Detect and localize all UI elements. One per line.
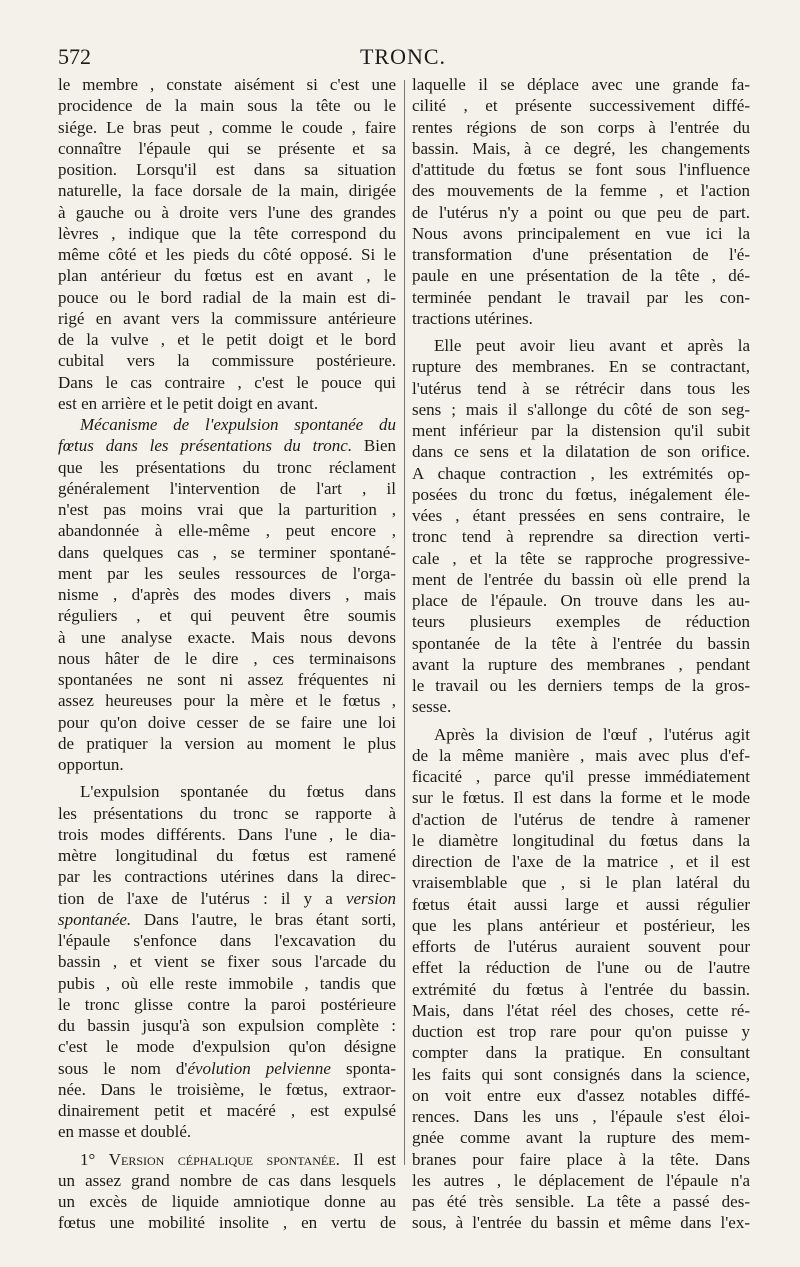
text-run: assez heureuses pour la mère et le fœtus ,	[58, 691, 396, 711]
text-line	[58, 202, 396, 223]
text-run: que les plans antérieur et postérieur, les	[412, 915, 750, 935]
text-line	[412, 1000, 750, 1021]
text-run: les faits qui sont consignés dans la science,	[412, 1064, 750, 1084]
text-run: les présentations du tronc se rapporte à	[58, 803, 396, 823]
text-run: spontanées ne sont ni assez fréquentes ni	[58, 670, 396, 689]
right-column	[412, 74, 750, 1234]
text-line	[58, 414, 396, 435]
text-run: d'action de l'utérus de tendre à ramener	[412, 809, 750, 829]
text-run: le tronc glisse contre la paroi postérieure	[58, 994, 396, 1014]
left-column	[58, 74, 396, 1234]
text-run: pouce ou le bord radial de la main est di-	[58, 287, 396, 307]
text-line	[412, 399, 750, 420]
text-run: généralement l'intervention de l'art , il	[58, 478, 396, 498]
text-run: sponta-	[330, 1058, 397, 1078]
text-line	[412, 526, 750, 547]
text-run: terminée pendant le travail par les con-	[412, 287, 750, 307]
text-line	[58, 244, 396, 265]
text-run: abandonnée à elle-même , peut encore ,	[58, 521, 396, 541]
text-run: ficacité , parce qu'il presse immédiatement	[412, 767, 750, 786]
text-run: ment inférieur par la distension qu'il subit	[412, 421, 750, 440]
text-run: Version céphalique spontanée.	[108, 1149, 340, 1169]
text-run: des mouvements de la femme , et l'action	[412, 181, 750, 201]
text-run: opportun.	[58, 755, 124, 774]
text-line	[412, 1021, 750, 1042]
text-run: Nous avons principalement en vue ici la	[412, 223, 750, 243]
text-line	[58, 1121, 396, 1142]
text-line	[58, 803, 396, 824]
text-line	[412, 265, 750, 286]
text-line	[58, 1191, 396, 1212]
text-run: Bien	[352, 436, 396, 456]
text-line	[58, 1100, 396, 1121]
text-line	[412, 1085, 750, 1106]
text-line	[412, 180, 750, 201]
text-line	[412, 335, 750, 356]
text-run: connaître l'épaule qui se présente et sa	[58, 138, 396, 158]
text-line	[58, 733, 396, 754]
text-line	[412, 1191, 750, 1212]
text-run: l'utérus tend à se rétrécir dans tous les	[412, 378, 750, 398]
text-run: réguliers , et qui peuvent être soumis	[58, 606, 396, 626]
text-line	[58, 1058, 396, 1079]
text-line	[58, 117, 396, 138]
text-line	[412, 633, 750, 654]
text-run: sur le fœtus. Il est dans la forme et le mode	[412, 788, 750, 808]
text-line	[412, 1042, 750, 1063]
text-line	[412, 356, 750, 377]
text-run: même côté et les pieds du côté opposé. Si le	[58, 245, 396, 264]
text-line	[58, 824, 396, 845]
text-run: ment de l'entrée du bassin où elle prend la	[412, 569, 750, 589]
text-line	[412, 766, 750, 787]
text-line	[412, 696, 750, 717]
text-run: naturelle, la face dorsale de la main, dirigée	[58, 181, 396, 201]
text-run: les autres , le déplacement de l'épaule n'a	[412, 1170, 750, 1190]
text-line	[412, 420, 750, 441]
text-run: cilité , et présente successivement diffé-	[412, 96, 750, 116]
text-run: teurs plusieurs exemples de réduction	[412, 612, 750, 632]
running-head: TRONC.	[359, 44, 447, 69]
text-line	[58, 888, 396, 909]
text-run: dans quelques cas , se terminer spontané-	[58, 542, 396, 562]
page-number: 572	[58, 44, 91, 69]
text-run: version	[332, 888, 396, 908]
text-run: c'est le mode d'expulsion qu'on désigne	[58, 1037, 396, 1057]
text-line	[58, 909, 396, 930]
text-line	[412, 1064, 750, 1085]
text-line	[58, 563, 396, 584]
text-line	[412, 505, 750, 526]
text-run: à gauche ou à droite vers l'une des grandes	[58, 202, 396, 222]
text-run: fœtus une mobilité insolite , en vertu de	[58, 1213, 396, 1233]
text-run: transformation d'une présentation de l'é-	[412, 245, 750, 264]
text-line	[412, 569, 750, 590]
text-line	[412, 724, 750, 745]
text-run: un assez grand nombre de cas dans lesquels	[58, 1170, 396, 1190]
text-run: l'épaule s'enfonce dans l'excavation du	[58, 931, 396, 950]
text-run: cale , et la tête se rapproche progressive-	[412, 548, 750, 568]
text-run: nisme , d'après des modes divers , mais	[58, 585, 396, 604]
text-line	[412, 95, 750, 116]
text-line	[58, 372, 396, 393]
text-run: de la vulve , et le petit doigt et le bord	[58, 330, 396, 349]
text-line	[58, 951, 396, 972]
text-line	[412, 159, 750, 180]
text-line	[412, 441, 750, 462]
text-line	[412, 548, 750, 569]
text-run: tion de l'axe de l'utérus : il y a	[58, 888, 333, 908]
text-run: un excès de liquide amniotique donne au	[58, 1192, 396, 1211]
text-line	[412, 675, 750, 696]
text-line	[58, 930, 396, 951]
text-line	[412, 590, 750, 611]
text-run: sous, à l'entrée du bassin et même dans l'ex-	[412, 1213, 750, 1233]
text-run: Il est	[339, 1149, 396, 1169]
text-run: rences. Dans les uns , l'épaule s'est éloi-	[412, 1107, 750, 1126]
text-line	[412, 138, 750, 159]
text-run: efforts de l'utérus auraient souvent pour	[412, 937, 750, 956]
text-run: pubis , où elle reste immobile , tandis que	[58, 973, 396, 993]
text-line	[58, 781, 396, 802]
text-run: à une analyse exacte. Mais nous devons	[58, 627, 396, 647]
text-run: d'attitude du fœtus se font sous l'influence	[412, 160, 750, 179]
text-run: trois modes différents. Dans l'une , le dia-	[58, 824, 396, 844]
text-line	[58, 712, 396, 733]
text-run: née. Dans le troisième, le fœtus, extraor-	[58, 1079, 396, 1099]
text-line	[58, 1079, 396, 1100]
text-run: branes pour faire place à la tête. Dans	[412, 1149, 750, 1169]
text-run: plan antérieur du fœtus est en avant , le	[58, 266, 396, 286]
text-line	[58, 866, 396, 887]
text-run: dans ce sens et la dilatation de son orifice.	[412, 442, 750, 462]
text-run: Mécanisme de l'expulsion spontanée du	[80, 415, 396, 434]
text-line	[412, 611, 750, 632]
text-run: rentes régions de son corps à l'entrée du	[412, 117, 750, 137]
text-run: fœtus dans les présentations du tronc.	[58, 436, 353, 456]
text-run: gnée comme avant la rupture des mem-	[412, 1128, 750, 1148]
text-line	[58, 1212, 396, 1233]
text-run: Mais, dans l'état réel des choses, cette ré-	[412, 1000, 750, 1020]
text-line	[412, 244, 750, 265]
text-line	[58, 287, 396, 308]
text-line	[412, 1106, 750, 1127]
text-run: procidence de la main sous la tête ou le	[58, 96, 396, 116]
text-run: on voit entre eux d'assez notables diffé-	[412, 1085, 750, 1105]
text-run: ment par les seules ressources de l'orga-	[58, 563, 396, 583]
text-run: de l'utérus n'y a point ou que peu de part.	[412, 202, 750, 222]
text-line	[58, 648, 396, 669]
text-run: 1°	[80, 1149, 109, 1169]
text-run: lèvres , indique que la tête correspond du	[58, 223, 396, 243]
text-run: mètre longitudinal du fœtus est ramené	[58, 846, 396, 865]
text-line	[412, 202, 750, 223]
text-run: rigé en avant vers la commissure antérieure	[58, 308, 396, 328]
text-line	[58, 520, 396, 541]
text-run: dinairement petit et macéré , est expulsé	[58, 1101, 396, 1120]
text-run: sens ; mais il s'allonge du côté de son seg-	[412, 399, 750, 419]
text-run: sous le nom d'	[58, 1058, 188, 1078]
text-line	[58, 74, 396, 95]
text-run: tractions utérines.	[412, 308, 533, 328]
text-run: spontanée de la tête à l'entrée du bassin	[412, 633, 750, 653]
text-line	[412, 117, 750, 138]
text-line	[412, 378, 750, 399]
column-divider	[404, 80, 405, 1165]
text-run: sesse.	[412, 697, 452, 717]
text-line	[412, 654, 750, 675]
text-run: Dans le cas contraire , c'est le pouce qui	[58, 372, 396, 392]
text-line	[412, 957, 750, 978]
text-run: pour qu'on doive cesser de se faire une loi	[58, 712, 396, 732]
text-run: rupture des membranes. En se contractant,	[412, 357, 750, 377]
text-run: place de l'épaule. On trouve dans les au-	[412, 591, 750, 610]
text-run: de la même manière , mais avec plus d'ef-	[412, 745, 750, 765]
text-run: le membre , constate aisément si c'est une	[58, 75, 396, 94]
text-line	[58, 754, 396, 775]
text-line	[412, 223, 750, 244]
text-line	[412, 1127, 750, 1148]
text-run: bassin , et vient se fixer sous l'arcade du	[58, 952, 396, 972]
text-line	[58, 350, 396, 371]
text-line	[58, 845, 396, 866]
text-line	[412, 936, 750, 957]
text-line	[58, 435, 396, 456]
text-line	[58, 478, 396, 499]
text-run: en masse et doublé.	[58, 1122, 192, 1142]
text-line	[58, 1015, 396, 1036]
text-run: pas été très sensible. La tête a passé des-	[412, 1192, 750, 1211]
text-run: Après la division de l'œuf , l'utérus agit	[434, 724, 750, 744]
text-run: vées , étant pressées en sens contraire, le	[412, 506, 750, 525]
text-run: posées du tronc du fœtus, inégalement éle-	[412, 484, 750, 504]
text-line	[58, 265, 396, 286]
text-line	[58, 223, 396, 244]
text-line	[58, 457, 396, 478]
text-line	[58, 95, 396, 116]
text-line	[412, 745, 750, 766]
text-run: que les présentations du tronc réclament	[58, 457, 396, 477]
text-run: paule en une présentation de la tête , dé-	[412, 266, 750, 286]
text-line	[58, 159, 396, 180]
text-line	[412, 915, 750, 936]
text-line	[412, 1149, 750, 1170]
text-run: n'est pas moins vrai que la parturition ,	[58, 500, 396, 519]
text-run: extrémité du fœtus à l'entrée du bassin.	[412, 979, 750, 999]
text-line	[412, 851, 750, 872]
text-line	[412, 74, 750, 95]
text-line	[412, 484, 750, 505]
text-line	[412, 979, 750, 1000]
text-run: vraisemblable que , si le plan latéral du	[412, 873, 750, 893]
text-line	[58, 627, 396, 648]
text-run: le travail ou les derniers temps de la gros-	[412, 676, 750, 695]
text-line	[412, 308, 750, 329]
text-run: bassin. Mais, à ce degré, les changements	[412, 138, 750, 158]
text-run: A chaque contraction , les extrémités op-	[412, 463, 750, 483]
text-run: laquelle il se déplace avec une grande fa-	[412, 75, 750, 94]
text-run: direction de l'axe de la matrice , et il est	[412, 852, 750, 871]
text-run: du bassin jusqu'à son expulsion complète :	[58, 1016, 396, 1035]
text-run: duction est trop rare pour qu'on puisse y	[412, 1022, 750, 1041]
text-line	[58, 393, 396, 414]
text-run: Elle peut avoir lieu avant et après la	[434, 336, 750, 355]
text-line	[412, 463, 750, 484]
text-run: L'expulsion spontanée du fœtus dans	[80, 782, 396, 802]
text-line	[412, 809, 750, 830]
text-run: cubital vers la commissure postérieure.	[58, 351, 396, 371]
text-line	[412, 1170, 750, 1191]
text-line	[58, 973, 396, 994]
text-line	[412, 894, 750, 915]
text-run: spontanée.	[58, 909, 132, 929]
text-line	[58, 1036, 396, 1057]
text-run: avant la rupture des membranes , pendant	[412, 654, 750, 674]
text-run: Dans l'autre, le bras étant sorti,	[131, 909, 396, 929]
text-line	[412, 872, 750, 893]
text-line	[58, 605, 396, 626]
text-line	[58, 542, 396, 563]
text-line	[58, 138, 396, 159]
text-run: compter dans la pratique. En consultant	[412, 1043, 750, 1063]
text-line	[58, 690, 396, 711]
text-line	[412, 1212, 750, 1233]
text-line	[412, 830, 750, 851]
text-line	[58, 994, 396, 1015]
page-header	[58, 44, 748, 74]
text-run: nous hâter de le dire , ces terminaisons	[58, 648, 396, 668]
text-line	[58, 1149, 396, 1170]
text-line	[58, 669, 396, 690]
text-run: tronc tend à reprendre sa direction verti-	[412, 527, 750, 547]
text-line	[58, 499, 396, 520]
text-run: position. Lorsqu'il est dans sa situation	[58, 160, 396, 179]
text-run: est en arrière et le petit doigt en avant.	[58, 393, 319, 413]
text-line	[58, 308, 396, 329]
text-run: siége. Le bras peut , comme le coude , faire	[58, 117, 396, 137]
text-run: par les contractions utérines dans la direc-	[58, 867, 396, 887]
text-run: le diamètre longitudinal du fœtus dans la	[412, 830, 750, 850]
text-line	[58, 329, 396, 350]
text-line	[58, 584, 396, 605]
text-run: effet la réduction de l'une ou de l'autre	[412, 958, 750, 978]
text-run: de pratiquer la version au moment le plus	[58, 733, 396, 753]
text-line	[58, 180, 396, 201]
text-line	[412, 787, 750, 808]
text-run: fœtus était aussi large et aussi régulier	[412, 894, 750, 914]
text-line	[412, 287, 750, 308]
text-line	[58, 1170, 396, 1191]
text-run: évolution pelvienne	[187, 1058, 331, 1078]
